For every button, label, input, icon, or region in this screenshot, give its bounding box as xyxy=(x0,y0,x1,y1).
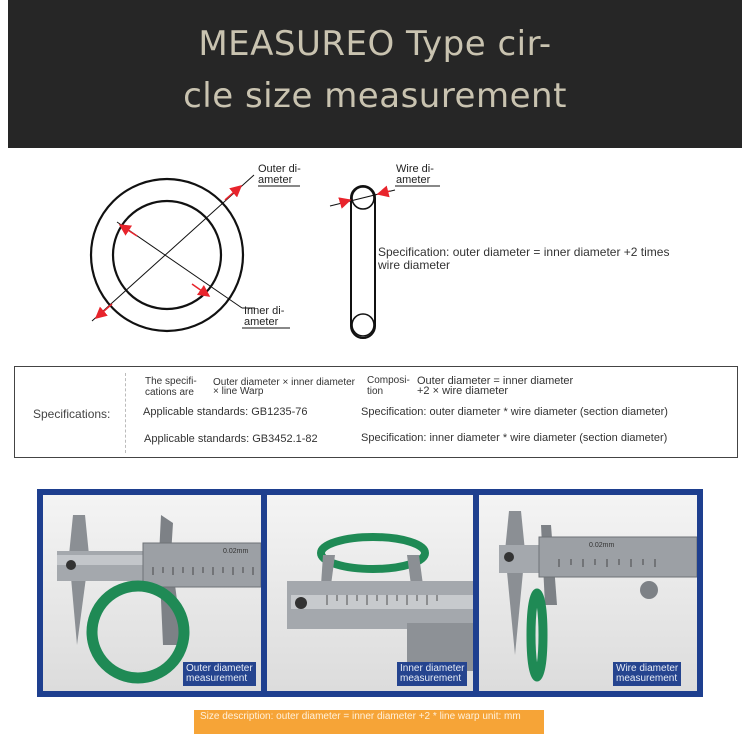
caption-outer-diameter xyxy=(183,662,256,686)
photo-inner-diameter xyxy=(267,495,473,691)
specifications-label: Specifications: xyxy=(33,407,111,421)
composition-category-2: tion xyxy=(367,386,384,397)
standard-row-2: Applicable standards: GB3452.1-82 xyxy=(144,433,318,445)
caption-outer-2: measurement xyxy=(186,673,248,684)
outer-diameter-label-2: ameter xyxy=(258,174,293,186)
caption-wire-2: measurement xyxy=(616,673,678,684)
page-title-line-2: cle size measurement xyxy=(183,76,567,116)
photo-outer-diameter xyxy=(43,495,261,691)
inner-diameter-label-1: Inner di- xyxy=(244,305,285,317)
wire-diameter-label-1: Wire di- xyxy=(396,163,434,175)
specification-line-2: wire diameter xyxy=(378,258,451,272)
scale-label-1: 0.02mm xyxy=(223,548,249,555)
spec-category-1: The specifi- xyxy=(145,376,197,387)
standard-row-1: Applicable standards: GB1235-76 xyxy=(143,406,308,418)
page-title-line-1: MEASUREO Type cir- xyxy=(198,24,552,64)
wire-diameter-label-2: ameter xyxy=(396,174,431,186)
caption-wire-diameter xyxy=(613,662,681,686)
composition-category-1: Composi- xyxy=(367,375,410,386)
photo-wire-diameter xyxy=(479,495,697,691)
spec-category-2: cations are xyxy=(145,387,194,398)
title-banner xyxy=(8,0,742,148)
composition-value-1: Outer diameter = inner diameter xyxy=(417,375,574,387)
specification-line-1: Specification: outer diameter = inner diameter +2 times xyxy=(378,245,670,259)
specifications-table xyxy=(14,366,738,458)
size-description-text: Size description: outer diameter = inner diameter +2 * line warp unit: mm xyxy=(200,711,521,722)
inner-diameter-label-2: ameter xyxy=(244,316,279,328)
caption-inner-diameter xyxy=(397,662,467,686)
measurement-diagram xyxy=(0,148,750,358)
outer-diameter-label-1: Outer di- xyxy=(258,163,301,175)
scale-label-3: 0.02mm xyxy=(589,542,615,549)
caption-inner-2: measurement xyxy=(400,673,462,684)
caption-wire-1: Wire diameter xyxy=(616,663,679,674)
specification-row-2: Specification: inner diameter * wire diameter (section diameter) xyxy=(361,432,668,444)
caption-outer-1: Outer diameter xyxy=(186,663,253,674)
measurement-photos xyxy=(37,489,703,697)
spec-value-1: Outer diameter × inner diameter xyxy=(213,377,356,388)
specification-text xyxy=(378,246,688,272)
spec-value-2: × line Warp xyxy=(213,386,264,397)
table-divider xyxy=(125,373,126,453)
composition-value-2: +2 × wire diameter xyxy=(417,385,509,397)
size-description-note xyxy=(194,710,544,734)
caption-inner-1: Inner diameter xyxy=(400,663,465,674)
specification-row-1: Specification: outer diameter * wire diameter (section diameter) xyxy=(361,406,668,418)
